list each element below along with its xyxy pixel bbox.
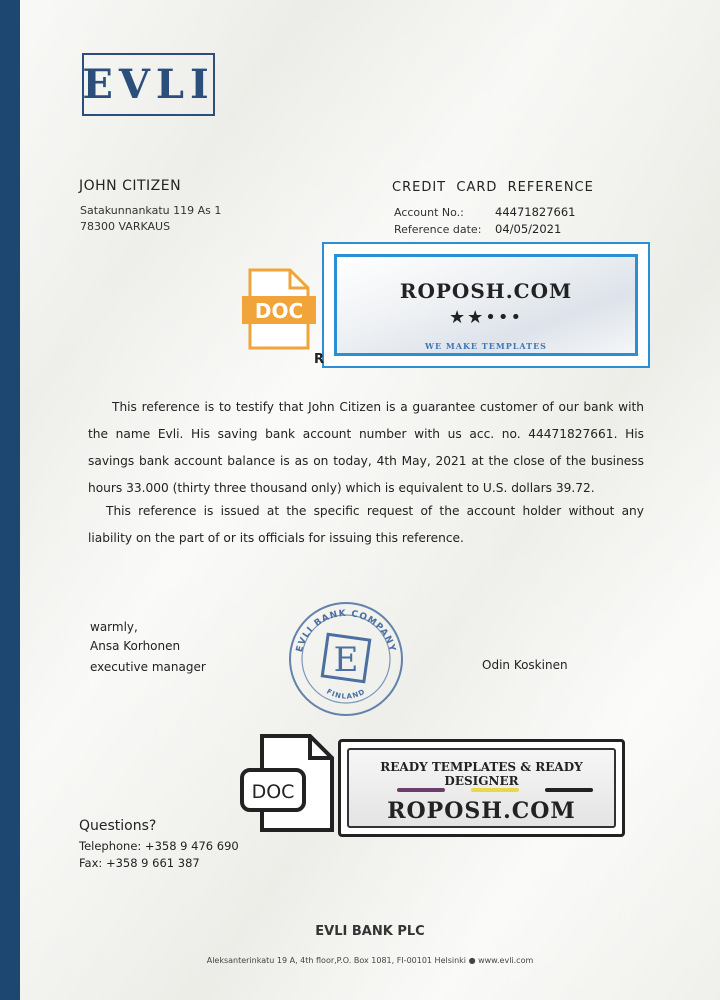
reference-date-value: 04/05/2021 [495,222,562,236]
watermark-stars: ★★••• [448,307,524,328]
account-number-value: 44471827661 [495,205,576,219]
watermark-banner-blue [322,242,650,368]
recipient-address-line2: 78300 VARKAUS [80,220,171,233]
signer-name: Ansa Korhonen [90,639,181,653]
watermark-color-lines [397,788,593,792]
bank-stamp [283,599,409,719]
recipient-name: JOHN CITIZEN [79,178,182,194]
account-number-label: Account No.: [394,206,464,219]
stamp-bottom-text: FINLAND [325,687,367,701]
hidden-text-fragment: R [314,352,325,367]
color-line-yellow [471,788,519,792]
fax-line: Fax: +358 9 661 387 [79,856,200,870]
stamp-letter: E [333,640,359,680]
reference-date-label: Reference date: [394,223,482,236]
watermark-tagline: READY TEMPLATES & READY DESIGNER [380,760,583,788]
color-line-black [545,788,593,792]
telephone-line: Telephone: +358 9 476 690 [79,839,239,853]
watermark-banner-black [338,739,625,837]
body-paragraph-1: This reference is to testify that John Citizen is a guarantee customer of our bank with the name Evli. His saving bank account number with us acc. no. 44471827661. His savings bank account balance is as on today, 4th May, 2021 at the close of the business hours 33.000 (thirty three thousand only) which is equivalent to U.S. dollars 39.72. [88,400,644,495]
reference-title: CREDIT CARD REFERENCE [392,180,594,195]
doc-file-icon-black [238,734,334,832]
doc-icon-black-label: DOC [251,781,295,803]
stamp-top-text: EVLI BANK COMPANY [294,608,398,654]
bank-logo: EVLI [82,53,215,116]
second-signer-name: Odin Koskinen [482,658,568,672]
color-line-purple [397,788,445,792]
doc-file-icon [242,268,316,350]
signer-title: executive manager [90,660,206,674]
footer-address: Aleksanterinkatu 19 A, 4th floor,P.O. Box 1081, FI-00101 Helsinki ● www.evli.com [206,956,534,965]
watermark-main-text: ROPOSH.COM [387,798,576,824]
watermark-title: ROPOSH.COM [399,279,573,303]
doc-icon-label: DOC [254,299,304,323]
footer-bank-name: EVLI BANK PLC [315,924,425,939]
body-paragraph-2: This reference is issued at the specific request of the account holder without any liability on the part of or its officials for issuing this reference. [88,504,644,545]
watermark-subtitle: WE MAKE TEMPLATES [425,341,547,351]
recipient-address-line1: Satakunnankatu 119 As 1 [80,204,222,217]
questions-heading: Questions? [79,818,157,834]
closing-text: warmly, [90,620,138,634]
side-color-bar [0,0,20,1000]
